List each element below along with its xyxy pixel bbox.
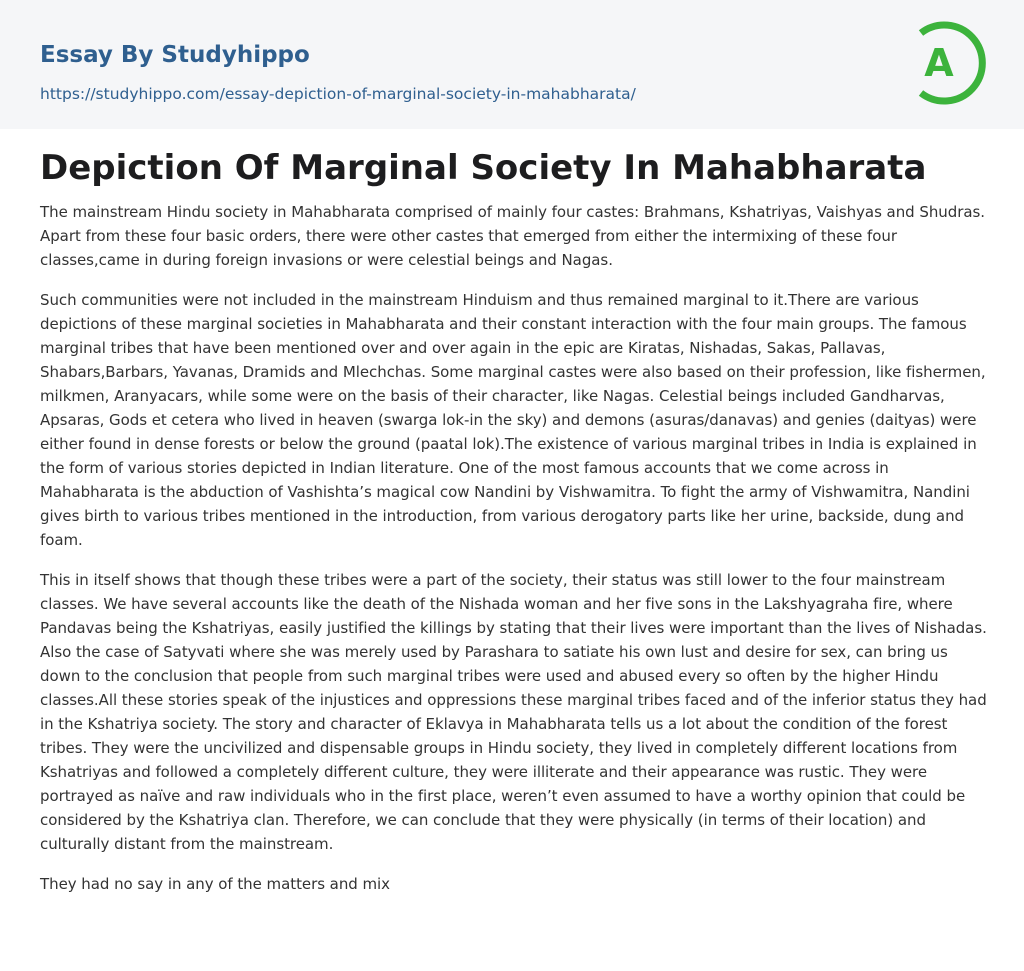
article-title: Depiction Of Marginal Society In Mahabharata	[40, 148, 927, 188]
article	[40, 140, 988, 912]
green-ring-letter-a-logo-icon[interactable]	[909, 18, 989, 108]
article-paragraph: This in itself shows that though these tribes were a part of the society, their status was still lower to the four mainstream classes. We have several accounts like the death of the Nishada woman and her five sons in the Lakshyagraha fire, where Pandavas being the Kshatriyas, easily justified the killings by stating that their lives were important than the lives of Nishadas. Also the case of Satyvati where she was merely used by Parashara to satiate his own lust and desire for sex, can bring us down to the conclusion that people from such marginal tribes were used and abused every so often by the higher Hindu classes.All these stories speak of the injustices and oppressions these marginal tribes faced and of the inferior status they had in the Kshatriya society. The story and character of Eklavya in Mahabharata tells us a lot about the condition of the forest tribes. They were the uncivilized and dispensable groups in Hindu society, they lived in completely different locations from Kshatriyas and followed a completely different culture, they were illiterate and their appearance was rustic. They were portrayed as naïve and raw individuals who in the first place, weren’t even assumed to have a worthy opinion that could be considered by the Kshatriya clan. Therefore, we can conclude that they were physically (in terms of their location) and culturally distant from the mainstream.	[40, 571, 987, 853]
article-paragraph: The mainstream Hindu society in Mahabharata comprised of mainly four castes: Brahmans, Kshatriyas, Vaishyas and Shudras. Apart from these four basic orders, there were other castes that emerged from either the intermixing of these four classes,came in during foreign invasions or were celestial beings and Nagas.	[40, 203, 985, 269]
article-paragraph: Such communities were not included in the mainstream Hinduism and thus remained marginal to it.There are various depictions of these marginal societies in Mahabharata and their constant interaction with the four main groups. The famous marginal tribes that have been mentioned over and over again in the epic are Kiratas, Nishadas, Sakas, Pallavas, Shabars,Barbars, Yavanas, Dramids and Mlechchas. Some marginal castes were also based on their profession, like fishermen, milkmen, Aranyacars, while some were on the basis of their character, like Nagas. Celestial beings included Gandharvas, Apsaras, Gods et cetera who lived in heaven (swarga lok-in the sky) and demons (asuras/danavas) and genies (daityas) were either found in dense forests or below the ground (paatal lok).The existence of various marginal tribes in India is explained in the form of various stories depicted in Indian literature. One of the most famous accounts that we come across in Mahabharata is the abduction of Vashishta’s magical cow Nandini by Vishwamitra. To fight the army of Vishwamitra, Nandini gives birth to various tribes mentioned in the introduction, from various derogatory parts like her urine, backside, dung and foam.	[40, 291, 986, 549]
site-brand-title[interactable]: Essay By Studyhippo	[40, 42, 310, 68]
logo-letter: A	[924, 41, 954, 85]
article-paragraph: They had no say in any of the matters and mix	[40, 875, 390, 893]
page-url-link[interactable]: https://studyhippo.com/essay-depiction-of-marginal-society-in-mahabharata/	[40, 85, 636, 103]
site-header	[0, 0, 1024, 129]
